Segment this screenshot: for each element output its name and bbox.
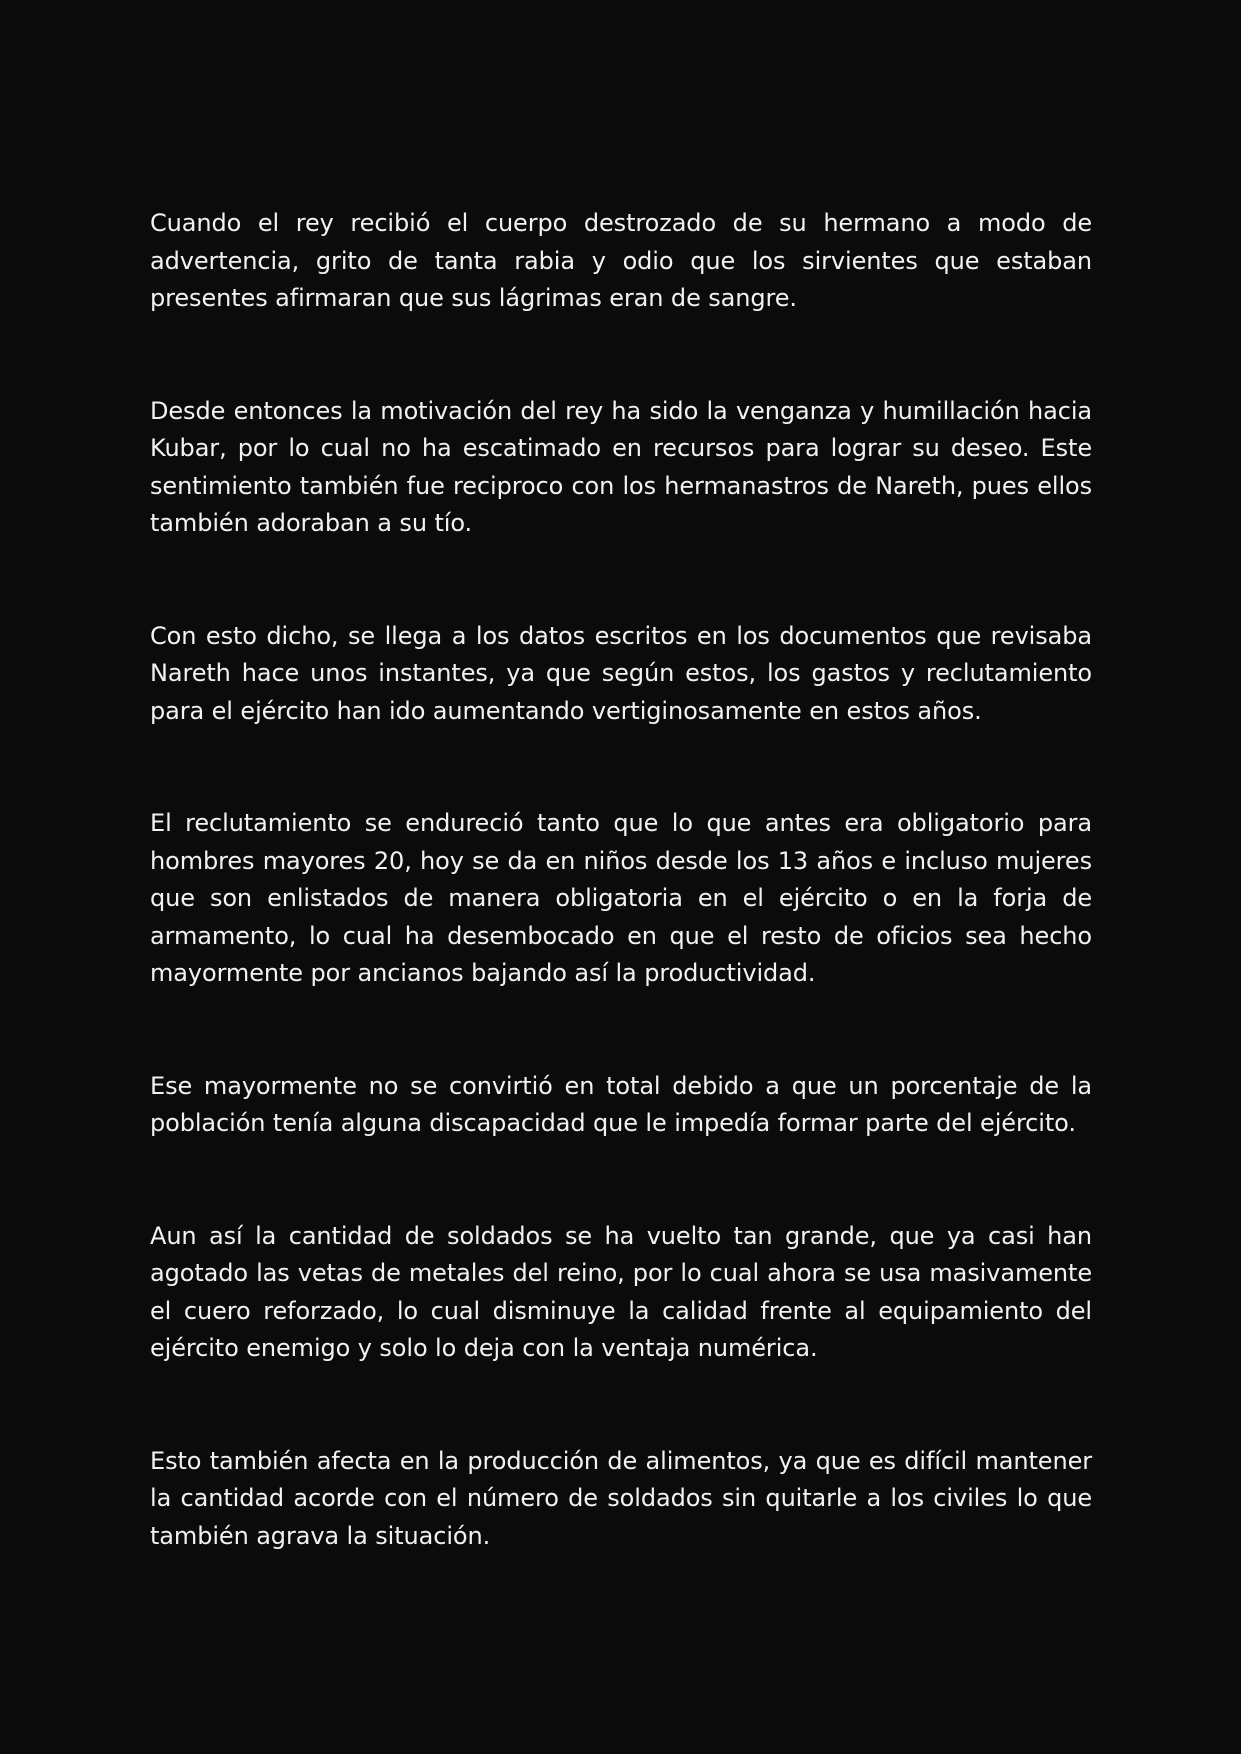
document-body xyxy=(150,205,1092,1630)
paragraph-3: Con esto dicho, se llega a los datos escritos en los documentos que revisaba Nareth hace unos instantes, ya que según estos, los gastos y reclutamiento para el ejército han ido aumentando vertiginosamente en estos años. xyxy=(150,621,1092,725)
paragraph-7: Esto también afecta en la producción de alimentos, ya que es difícil mantener la cantidad acorde con el número de soldados sin quitarle a los civiles lo que también agrava la situación. xyxy=(150,1446,1092,1550)
paragraph-2: Desde entonces la motivación del rey ha sido la venganza y humillación hacia Kubar, por lo cual no ha escatimado en recursos para lograr su deseo. Este sentimiento también fue reciproco con los hermanastros de Nareth, pues ellos también adoraban a su tío. xyxy=(150,396,1092,537)
paragraph-4: El reclutamiento se endureció tanto que lo que antes era obligatorio para hombres mayores 20, hoy se da en niños desde los 13 años e incluso mujeres que son enlistados de manera obligatoria en el ejército o en la forja de armamento, lo cual ha desembocado en que el resto de oficios sea hecho mayormente por ancianos bajando así la productividad. xyxy=(150,809,1092,987)
paragraph-5: Ese mayormente no se convirtió en total debido a que un porcentaje de la población tenía alguna discapacidad que le impedía formar parte del ejército. xyxy=(150,1071,1092,1137)
paragraph-6: Aun así la cantidad de soldados se ha vuelto tan grande, que ya casi han agotado las vetas de metales del reino, por lo cual ahora se usa masivamente el cuero reforzado, lo cual disminuye la calidad frente al equipamiento del ejército enemigo y solo lo deja con la ventaja numérica. xyxy=(150,1221,1092,1362)
paragraph-1: Cuando el rey recibió el cuerpo destrozado de su hermano a modo de advertencia, grito de tanta rabia y odio que los sirvientes que estaban presentes afirmaran que sus lágrimas eran de sangre. xyxy=(150,209,1092,312)
